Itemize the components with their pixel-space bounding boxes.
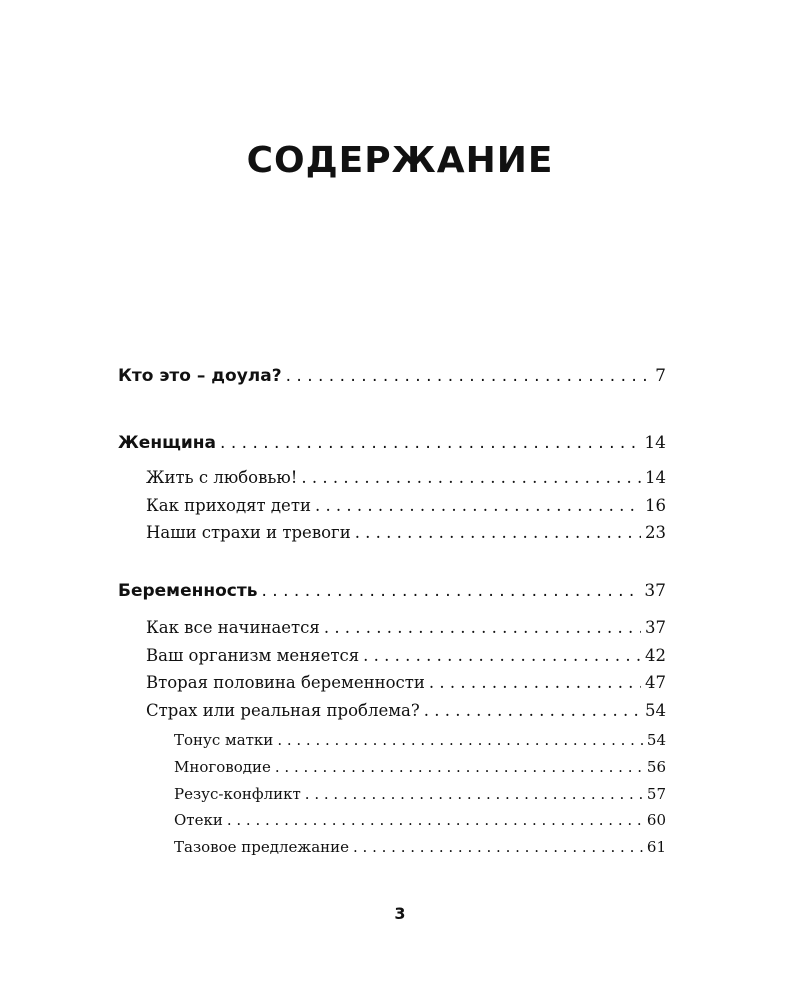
toc-entry <box>174 758 666 776</box>
toc-entry <box>118 366 666 386</box>
toc-entry-page: 16 <box>645 496 666 515</box>
toc-entry <box>118 581 666 601</box>
toc-entry-label: Ваш организм меняется <box>146 646 360 665</box>
toc-entry-page: 47 <box>645 673 666 692</box>
toc-entry <box>146 468 666 487</box>
toc-entry <box>146 701 666 720</box>
toc-entry-page: 42 <box>645 646 666 665</box>
toc-entry-label: Как все начинается <box>146 618 320 637</box>
toc-entry-page: 14 <box>644 433 666 453</box>
toc-entry-label: Многоводие <box>174 758 271 776</box>
dot-leader <box>261 581 640 601</box>
toc-entry <box>146 496 666 515</box>
toc-entry <box>174 811 666 829</box>
toc-entry <box>174 731 666 749</box>
toc-entry-page: 57 <box>646 785 666 803</box>
toc-entry-label: Тонус матки <box>174 731 274 749</box>
toc-entry-page: 54 <box>646 731 666 749</box>
toc-entry <box>146 646 666 665</box>
page-number: 3 <box>394 904 406 923</box>
toc-entry-page: 23 <box>645 523 666 542</box>
toc-entry <box>146 618 666 637</box>
dot-leader <box>324 618 641 637</box>
toc-entry-label: Отеки <box>174 811 223 829</box>
dot-leader <box>363 646 641 665</box>
toc-entry-page: 37 <box>644 581 666 601</box>
dot-leader <box>305 785 643 803</box>
dot-leader <box>315 496 641 515</box>
dot-leader <box>275 758 643 776</box>
dot-leader <box>277 731 643 749</box>
dot-leader <box>301 468 641 487</box>
toc-entry-label: Как приходят дети <box>146 496 311 515</box>
dot-leader <box>227 811 643 829</box>
toc-entry-label: Тазовое предлежание <box>174 838 350 856</box>
toc-entry <box>174 785 666 803</box>
toc-entry-label: Кто это – доула? <box>118 366 282 386</box>
toc-entry-label: Женщина <box>118 433 217 453</box>
toc-entry-page: 56 <box>646 758 666 776</box>
toc-entry-page: 60 <box>646 811 666 829</box>
toc-entry-label: Резус-конфликт <box>174 785 301 803</box>
dot-leader <box>286 366 652 386</box>
toc-entry-label: Страх или реальная проблема? <box>146 701 420 720</box>
dot-leader <box>220 433 640 453</box>
toc-entry-label: Беременность <box>118 581 258 601</box>
dot-leader <box>429 673 641 692</box>
toc-entry-label: Жить с любовью! <box>146 468 298 487</box>
toc-entry <box>146 673 666 692</box>
toc-entry-page: 54 <box>645 701 666 720</box>
toc-entry-page: 7 <box>655 366 666 386</box>
toc-entry-label: Вторая половина беременности <box>146 673 425 692</box>
page-title: СОДЕРЖАНИЕ <box>246 140 554 181</box>
toc-entry <box>146 523 666 542</box>
toc-entry-label: Наши страхи и тревоги <box>146 523 351 542</box>
dot-leader <box>424 701 641 720</box>
toc-entry-page: 61 <box>646 838 666 856</box>
toc-entry-page: 14 <box>645 468 666 487</box>
toc-entry <box>174 838 666 856</box>
toc-entry <box>118 433 666 453</box>
dot-leader <box>355 523 641 542</box>
dot-leader <box>353 838 643 856</box>
toc-entry-page: 37 <box>645 618 666 637</box>
